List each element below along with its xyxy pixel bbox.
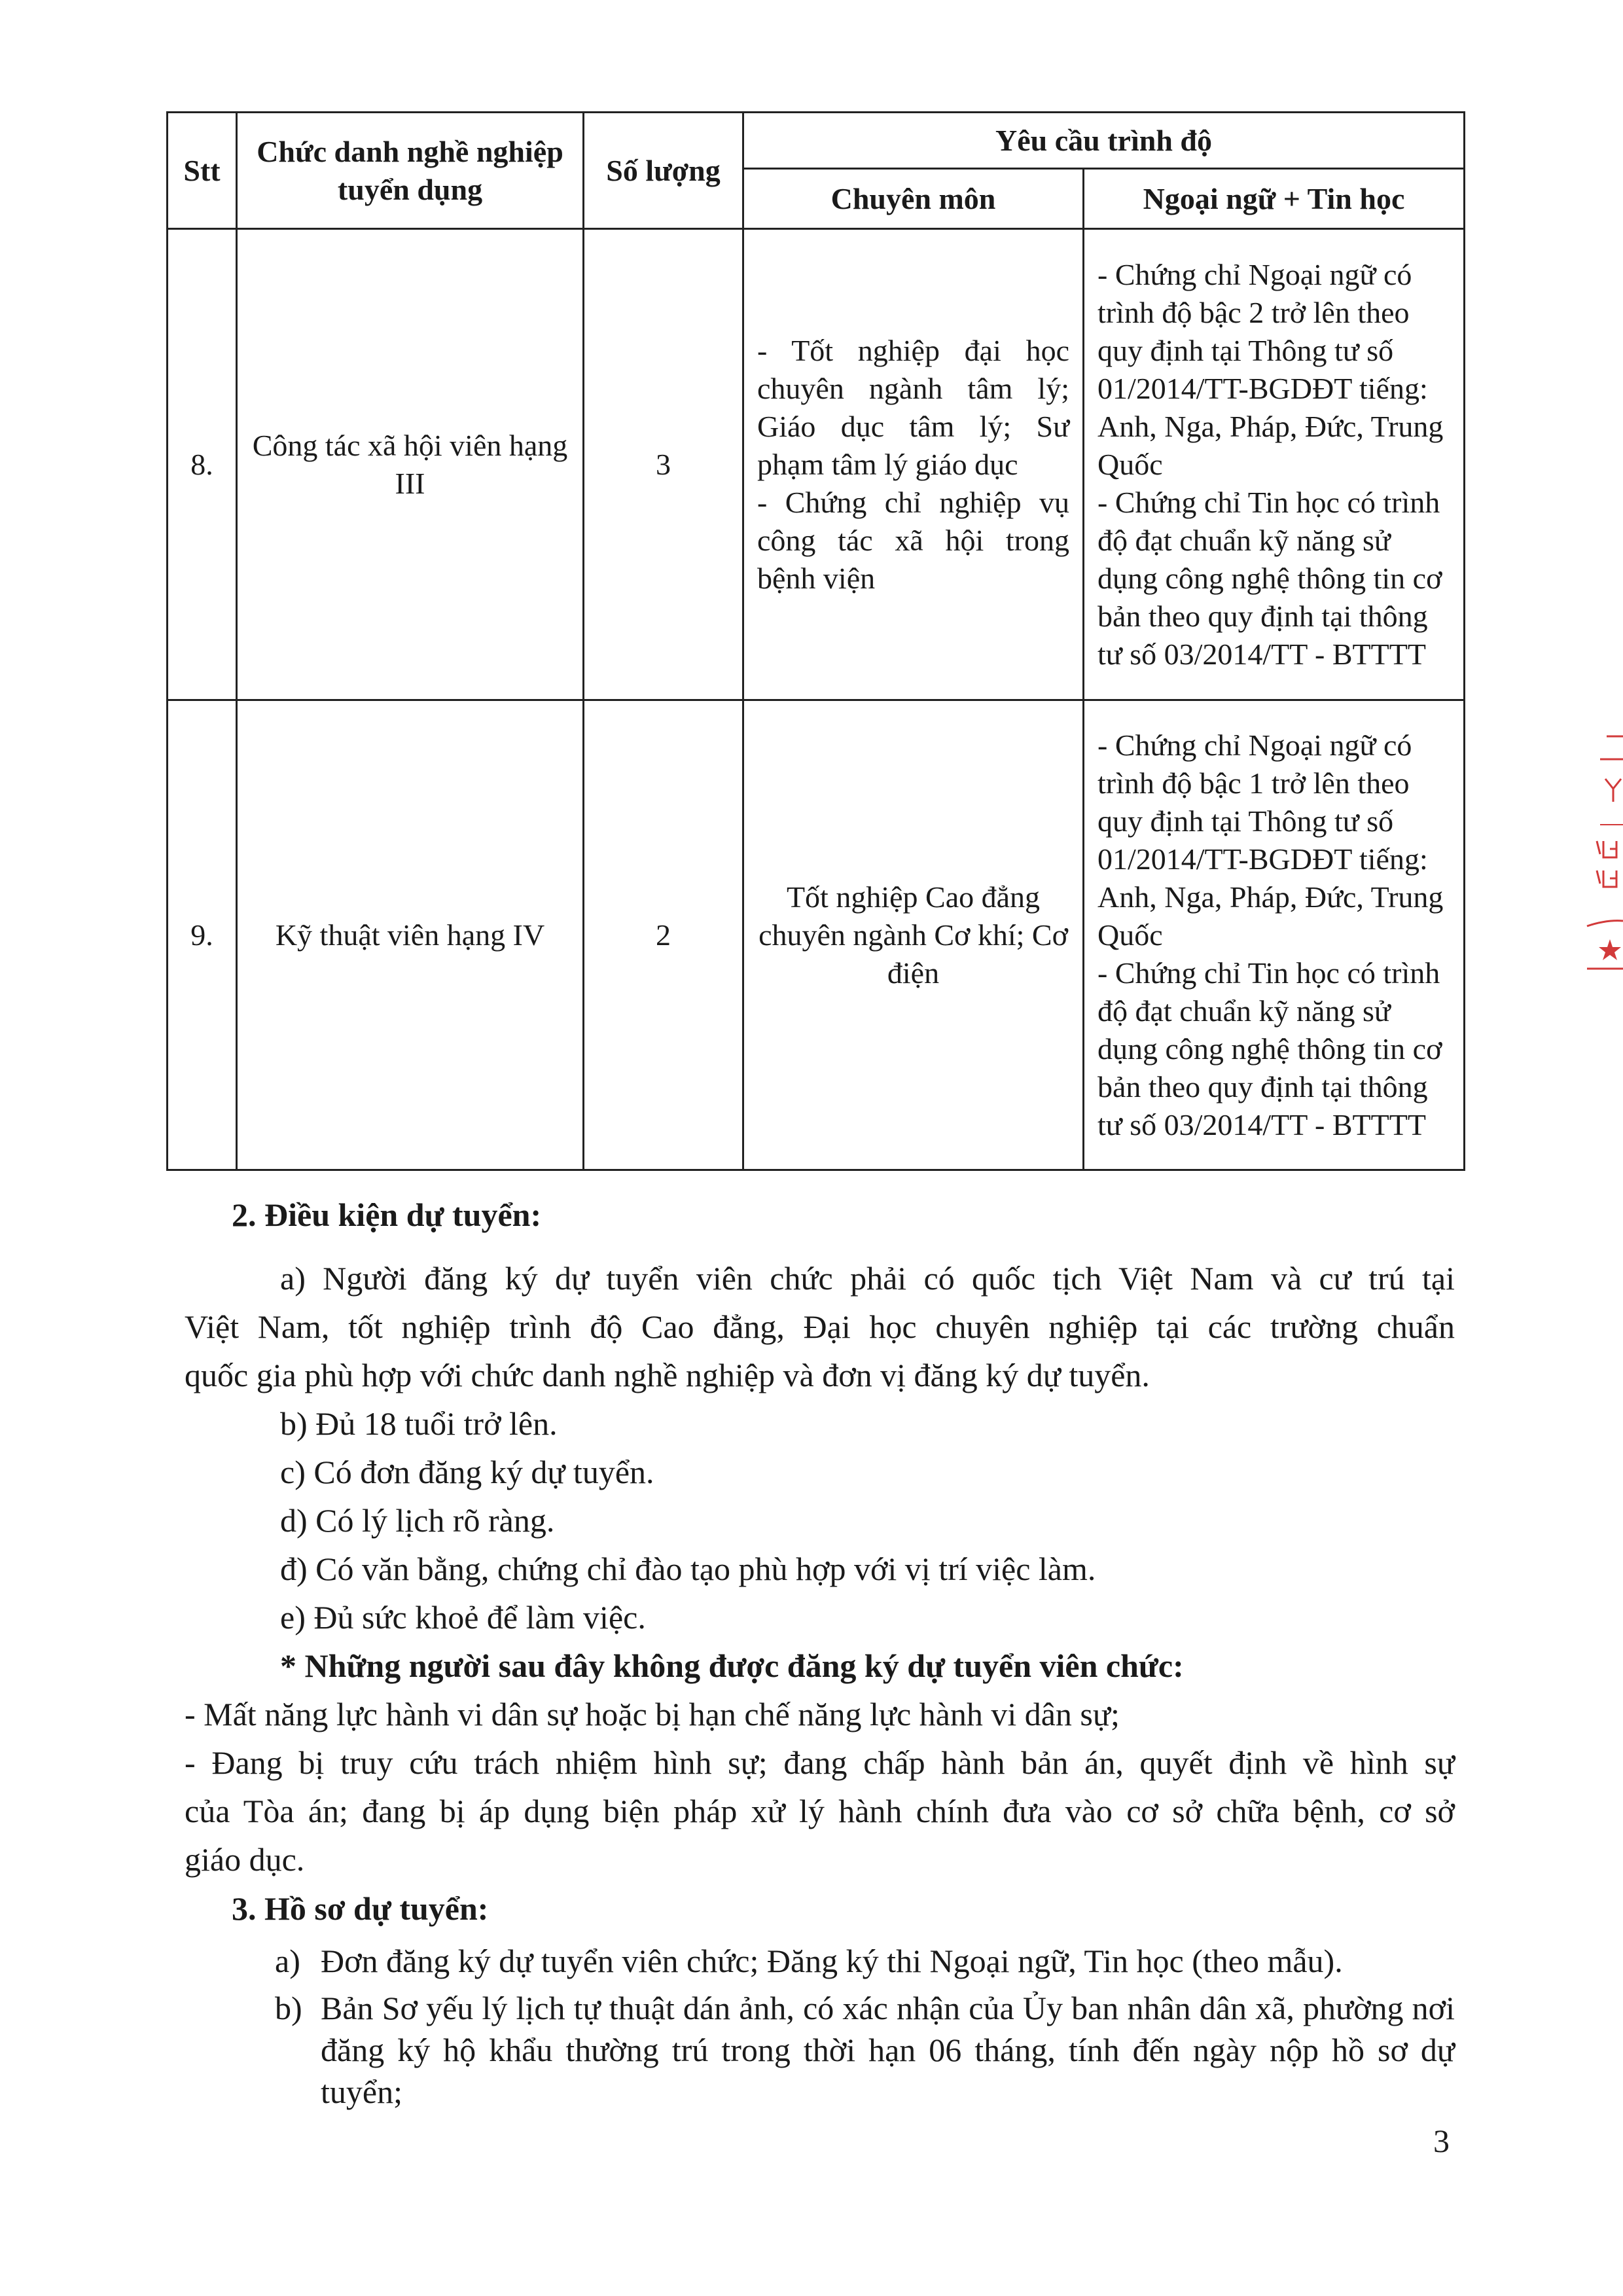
row-stt: 8.	[168, 229, 237, 700]
document-item-b	[275, 1987, 1455, 2113]
row-quantity: 2	[584, 700, 743, 1170]
row-specialty: - Tốt nghiệp đại học chuyên ngành tâm lý; Giáo dục tâm lý; Sư phạm tâm lý giáo dục - Chứng chỉ nghiệp vụ công tác xã hội trong bệnh viện	[743, 229, 1084, 700]
excluded-item-2-line1: - Đang bị truy cứu trách nhiệm hình sự; đang chấp hành bản án, quyết định về hình sự	[185, 1744, 1455, 1781]
row-stt: 9.	[168, 700, 237, 1170]
condition-e: e) Đủ sức khoẻ để làm việc.	[280, 1599, 646, 1636]
table-row	[168, 700, 1465, 1170]
document-item-b-label: b)	[275, 1990, 302, 2026]
row-quantity: 3	[584, 229, 743, 700]
row-lang-it: - Chứng chỉ Ngoại ngữ có trình độ bậc 1 trở lên theo quy định tại Thông tư số 01/2014/TT-BGDĐT tiếng: Anh, Nga, Pháp, Đức, Trung Quốc - Chứng chỉ Tin học có trình độ đạt chuẩn kỹ năng sử dụng công nghệ thông tin cơ bản theo quy định tại thông tư số 03/2014/TT - BTTTT	[1084, 700, 1465, 1170]
condition-dd: đ) Có văn bằng, chứng chỉ đào tạo phù hợp với vị trí việc làm.	[280, 1551, 1096, 1587]
condition-d: d) Có lý lịch rõ ràng.	[280, 1502, 555, 1539]
header-position: Chức danh nghề nghiệp tuyển dụng	[237, 113, 584, 229]
document-item-a-text: Đơn đăng ký dự tuyển viên chức; Đăng ký thi Ngoại ngữ, Tin học (theo mẫu).	[321, 1943, 1343, 1979]
excluded-title: * Những người sau đây không được đăng ký dự tuyển viên chức:	[280, 1647, 1184, 1684]
excluded-item-1: - Mất năng lực hành vi dân sự hoặc bị hạn chế năng lực hành vi dân sự;	[185, 1696, 1120, 1732]
condition-a-line3: quốc gia phù hợp với chức danh nghề nghiệp và đơn vị đăng ký dự tuyển.	[185, 1357, 1150, 1393]
row-specialty: Tốt nghiệp Cao đẳng chuyên ngành Cơ khí; Cơ điện	[743, 700, 1084, 1170]
row-position: Công tác xã hội viên hạng III	[237, 229, 584, 700]
section-2-title: 2. Điều kiện dự tuyển:	[232, 1196, 542, 1233]
header-quantity: Số lượng	[584, 113, 743, 229]
condition-a-line1: a) Người đăng ký dự tuyển viên chức phải có quốc tịch Việt Nam và cư trú tại	[280, 1260, 1455, 1297]
document-item-a-label: a)	[275, 1943, 300, 1979]
stamp-fragment	[1561, 710, 1623, 1005]
header-lang-it: Ngoại ngữ + Tin học	[1084, 169, 1465, 229]
condition-b: b) Đủ 18 tuổi trở lên.	[280, 1405, 558, 1442]
excluded-item-2-line3: giáo dục.	[185, 1841, 305, 1878]
excluded-item-2-line2: của Tòa án; đang bị áp dụng biện pháp xử lý hành chính đưa vào cơ sở chữa bệnh, cơ sở	[185, 1793, 1455, 1829]
requirements-table	[166, 111, 1465, 1171]
row-position: Kỹ thuật viên hạng IV	[237, 700, 584, 1170]
page-number: 3	[1433, 2123, 1450, 2159]
condition-c: c) Có đơn đăng ký dự tuyển.	[280, 1454, 654, 1490]
header-stt: Stt	[168, 113, 237, 229]
table-row	[168, 229, 1465, 700]
row-lang-it: - Chứng chỉ Ngoại ngữ có trình độ bậc 2 trở lên theo quy định tại Thông tư số 01/2014/TT-BGDĐT tiếng: Anh, Nga, Pháp, Đức, Trung Quốc - Chứng chỉ Tin học có trình độ đạt chuẩn kỹ năng sử dụng công nghệ thông tin cơ bản theo quy định tại thông tư số 03/2014/TT - BTTTT	[1084, 229, 1465, 700]
condition-a-line2: Việt Nam, tốt nghiệp trình độ Cao đẳng, Đại học chuyên nghiệp tại các trường chuẩn	[185, 1308, 1455, 1345]
header-requirements: Yêu cầu trình độ	[743, 113, 1465, 169]
document-item-b-text: Bản Sơ yếu lý lịch tự thuật dán ảnh, có xác nhận của Ủy ban nhân dân xã, phường nơi đăng ký hộ khẩu thường trú trong thời hạn 06 tháng, tính đến ngày nộp hồ sơ dự tuyển;	[321, 1990, 1455, 2110]
section-3-title: 3. Hồ sơ dự tuyển:	[232, 1890, 489, 1927]
stamp-fragment-graphic	[1561, 710, 1623, 1005]
document-item-a	[275, 1940, 1455, 1982]
header-specialty: Chuyên môn	[743, 169, 1084, 229]
